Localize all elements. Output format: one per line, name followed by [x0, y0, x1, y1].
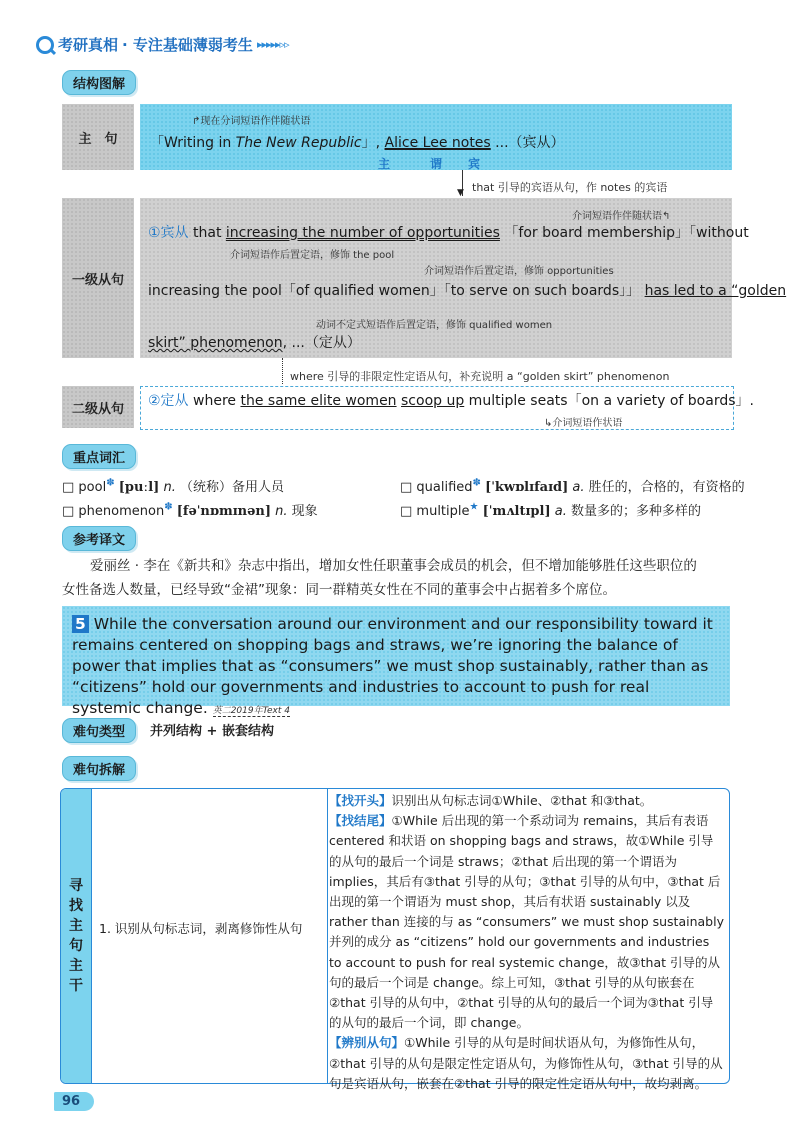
analysis-table — [60, 788, 730, 1091]
sentence-5-text: While the conversation around our environment and our responsibility toward it remains centered on shopping bags and straws, we’re ignoring the balance of power that implies that as “consumers” we must shop sustainably, rather than as “citizens” hold our governments and industries to account to push for real systemic change. — [72, 615, 713, 717]
label-main-clause: 主 句 — [62, 104, 134, 170]
header-tagline: · 专注基础薄弱考生 — [122, 36, 253, 54]
level1-annotation-top: 介词短语作伴随状语↰ — [572, 211, 671, 222]
level1-annotation-pool: 介词短语作后置定语，修饰 the pool — [230, 250, 395, 261]
clause-tag-attributive: ②定从 — [148, 393, 189, 409]
sentence-type-value: 并列结构 + 嵌套结构 — [150, 724, 274, 739]
section-tag-structure: 结构图解 — [62, 70, 136, 95]
analysis-side-label: 寻 找 主 句 主 干 — [61, 789, 92, 1083]
link-annotation-2: where 引导的非限定性定语从句，补充说明 a “golden skirt” phenomenon — [290, 370, 670, 383]
vocab-item-qualified: □ qualified✽ [ˈkwɒlɪfaɪd] a. 胜任的，合格的，有资格的 — [400, 477, 745, 495]
analysis-para-2: 【找结尾】①While 后出现的第一个系动词为 remains，其后有表语 centered 和状语 on shopping bags and straws，故①While 引导的从句的最后一个词是 straws；②that 后出现的第一个谓语为 implies，其后有③that 引导的从句；③that 引导的从句中，③that 后出现的第一个谓语为 must shop，其后有状语 sustainably 以及 rather than 连接的与 as “consumers” we must shop sustainably 并列的成分 as “citizens” hold our governments and industries to account to push for real systemic change，故③that 引导的从句的最后一个词是 change。综上可知，③that 引导的从句嵌套在②that 引导的从句中，②that 引导的从句的最后一个词为③that 引导的从句的最后一个词，即 change。 — [329, 813, 724, 1031]
label-level1-clause: 一级从句 — [62, 198, 134, 358]
page-header — [36, 34, 289, 55]
sentence-number: 5 — [72, 615, 89, 633]
analysis-para-3: 【辨别从句】①While 引导的从句是时间状语从句，为修饰性从句，②that 引导的从句是限定性定语从句，为修饰性从句，③that 引导的从句是宾语从句，嵌套在②that 引导的限定性定语从句中，故均剥离。 — [329, 1035, 723, 1091]
page-number: 96 — [54, 1092, 94, 1111]
level2-line: ②定从 where the same elite women scoop up multiple seats「on a variety of boards」. — [148, 393, 754, 409]
main-annotation: ↱现在分词短语作伴随状语 — [192, 116, 311, 127]
level1-line2: increasing the pool「of qualified women」「to serve on such boards」」 has led to a “golden — [148, 283, 787, 299]
translation-line-2: 女性备选人数量，已经导致“金裙”现象：同一群精英女性在不同的董事会中占据着多个席位。 — [62, 582, 616, 598]
role-verb: 谓 — [430, 157, 443, 171]
role-subject: 主 — [378, 157, 391, 171]
label-level2-clause: 二级从句 — [62, 386, 134, 428]
section-tag-vocab: 重点词汇 — [62, 444, 136, 469]
vocab-item-phenomenon: □ phenomenon✽ [fəˈnɒmɪnən] n. 现象 — [62, 501, 318, 519]
analysis-step: 1. 识别从句标志词，剥离修饰性从句 — [91, 789, 328, 1083]
role-object: 宾 — [468, 157, 481, 171]
sentence-5-box — [62, 606, 730, 717]
link-annotation-1: that 引导的宾语从句，作 notes 的宾语 — [472, 181, 668, 194]
logo-q-icon — [36, 36, 54, 54]
brand-name: 考研真相 — [58, 36, 119, 54]
vocab-item-pool: □ pool✽ [puːl] n. （统称）备用人员 — [62, 477, 284, 495]
section-tag-analysis: 难句拆解 — [62, 756, 136, 781]
publication-title: The New Republic — [235, 135, 362, 151]
section-tag-translation: 参考译文 — [62, 526, 136, 551]
connector-line-2 — [282, 358, 283, 384]
level1-line1: ①宾从 that increasing the number of opportunities 「for board membership」「without — [148, 225, 749, 241]
translation-line-1: 爱丽丝 · 李在《新共和》杂志中指出，增加女性任职董事会成员的机会，但不增加能够胜任这些职位的 — [90, 558, 697, 574]
sentence-source: 英二2019年Text 4 — [212, 706, 290, 716]
vocab-item-multiple: □ multiple★ [ˈmʌltɪpl] a. 数量多的；多种多样的 — [400, 501, 702, 519]
level2-annotation: ↳介词短语作状语 — [544, 418, 623, 429]
level1-annotation-infinitive: 动词不定式短语作后置定语，修饰 qualified women — [316, 320, 553, 331]
main-clause-text: 「Writing in The New Republic」, Alice Lee notes ...（宾从） — [150, 135, 565, 151]
arrow-down-icon: ▼ — [457, 188, 464, 198]
analysis-content — [329, 791, 724, 1094]
level1-line3: skirt” phenomenon, ...（定从） — [148, 335, 361, 351]
header-arrows: ▸▸▸▸▸▹▹ — [256, 38, 289, 51]
level1-annotation-opps: 介词短语作后置定语，修饰 opportunities — [424, 266, 614, 277]
section-tag-type: 难句类型 — [62, 718, 136, 743]
clause-tag-object: ①宾从 — [148, 225, 189, 241]
analysis-para-1: 【找开头】识别出从句标志词①While、②that 和③that。 — [329, 793, 653, 808]
